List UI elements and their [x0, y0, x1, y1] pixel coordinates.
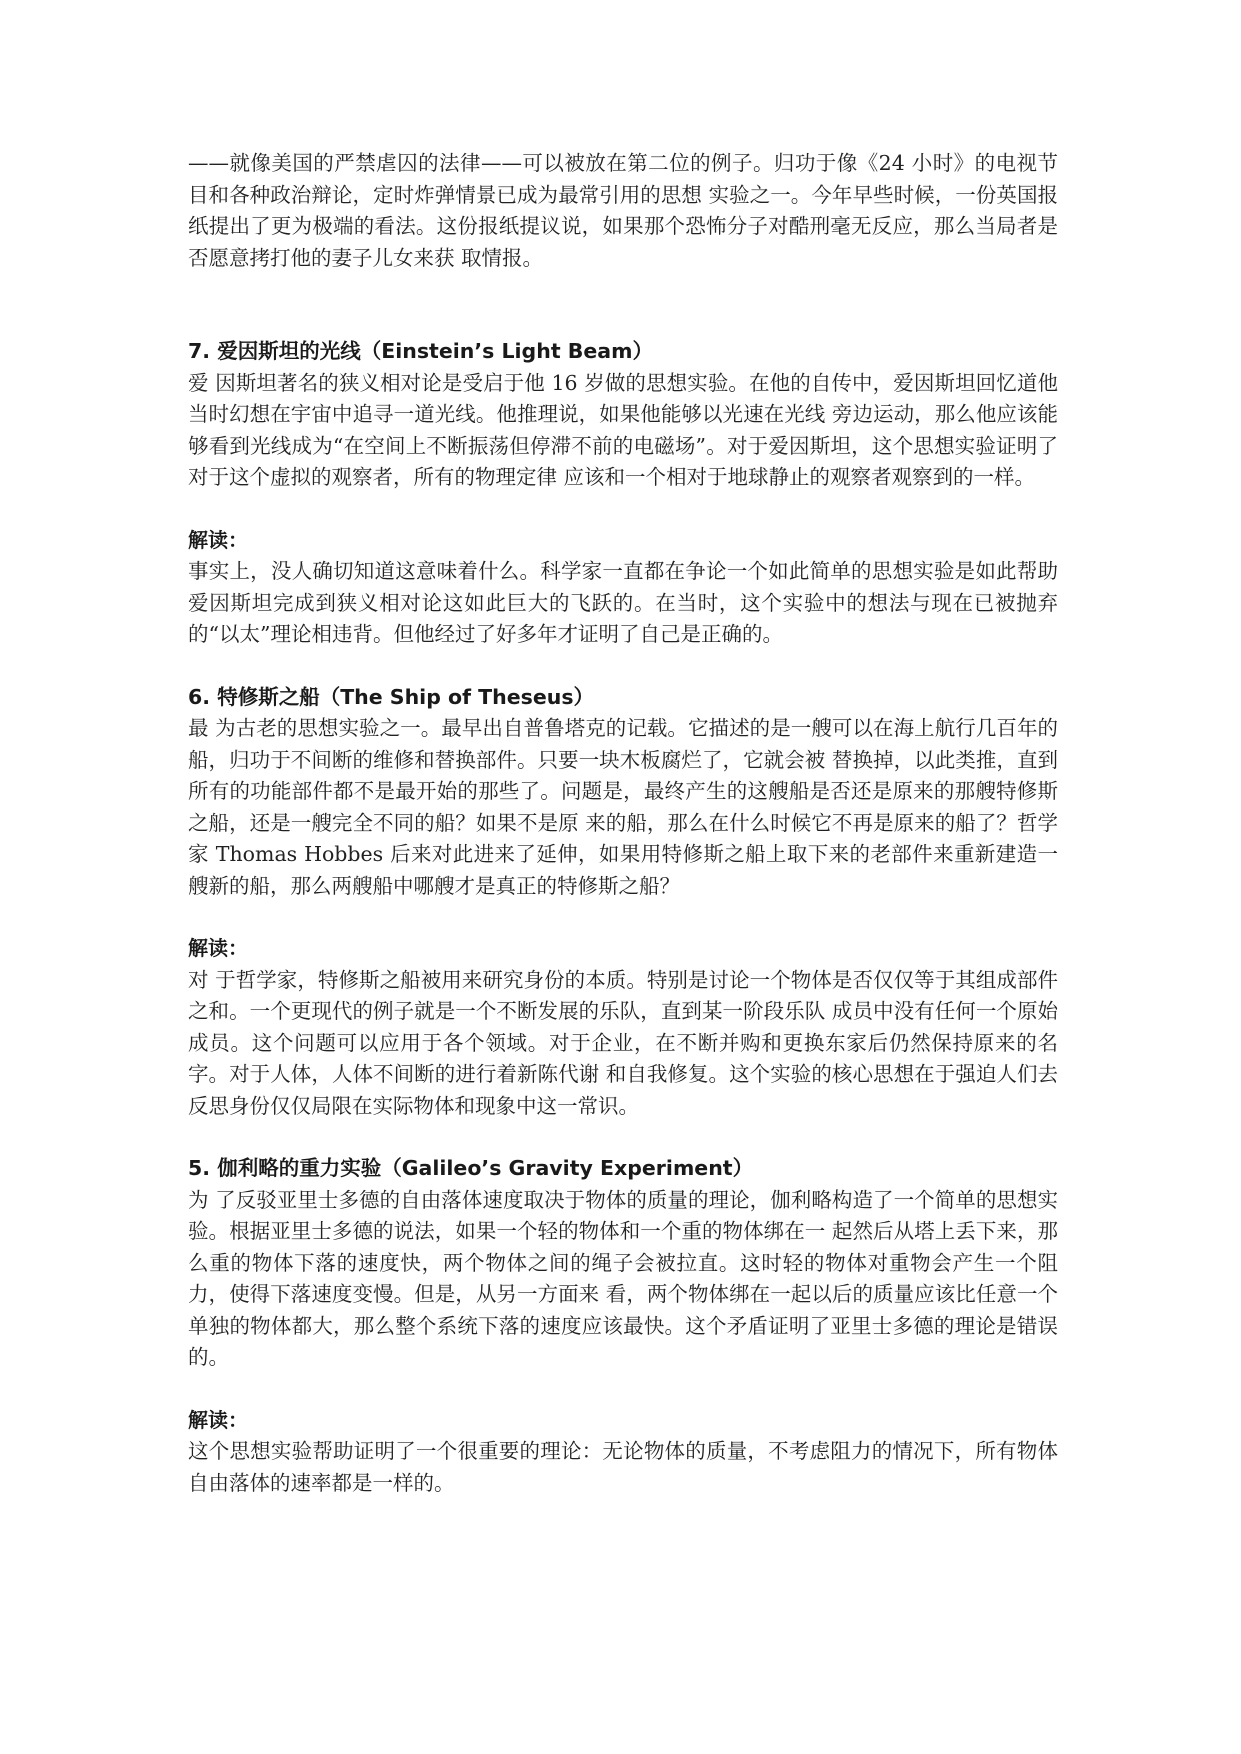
section-body-galileo: 为 了反驳亚里士多德的自由落体速度取决于物体的质量的理论，伽利略构造了一个简单的思想实验。根据亚里士多德的说法，如果一个轻的物体和一个重的物体绑在一 起然后从塔上丢下来，那么重的物体下落的速度快，两个物体之间的绳子会被拉直。这时轻的物体对重物会产生一个阻力，使得下落速度变慢。但是，从另一方面来 看，两个物体绑在一起以后的质量应该比任意一个单独的物体都大，那么整个系统下落的速度应该最快。这个矛盾证明了亚里士多德的理论是错误的。	[188, 1187, 1058, 1369]
section-spacer	[188, 1122, 1058, 1153]
paragraph-spacer	[188, 1374, 1058, 1405]
section-heading-galileo: 5. 伽利略的重力实验（Galileo’s Gravity Experiment）	[188, 1156, 754, 1180]
interpretation-label: 解读：	[188, 527, 248, 552]
interpretation-theseus: 对 于哲学家，特修斯之船被用来研究身份的本质。特别是讨论一个物体是否仅仅等于其组成部件之和。一个更现代的例子就是一个不断发展的乐队，直到某一阶段乐队 成员中没有任何一个原始成员。这个问题可以应用于各个领域。对于企业，在不断并购和更换东家后仍然保持原来的名字。对于人体，人体不间断的进行着新陈代谢 和自我修复。这个实验的核心思想在于强迫人们去反思身份仅仅局限在实际物体和现象中这一常识。	[188, 967, 1058, 1118]
interpretation-galileo: 这个思想实验帮助证明了一个很重要的理论：无论物体的质量，不考虑阻力的情况下，所有物体自由落体的速率都是一样的。	[188, 1439, 1058, 1495]
interpretation-einstein: 事实上，没人确切知道这意味着什么。科学家一直都在争论一个如此简单的思想实验是如此帮助爱因斯坦完成到狭义相对论这如此巨大的飞跃的。在当时，这个实验中的想法与现在已被抛弃的“以太”理论相违背。但他经过了好多年才证明了自己是正确的。	[188, 559, 1058, 646]
section-heading-einstein: 7. 爱因斯坦的光线（Einstein’s Light Beam）	[188, 339, 653, 363]
document-content	[188, 148, 1058, 1499]
interpretation-label: 解读：	[188, 936, 248, 960]
interpretation-label: 解读：	[188, 1407, 248, 1432]
section-body-theseus: 最 为古老的思想实验之一。最早出自普鲁塔克的记载。它描述的是一艘可以在海上航行几百年的船，归功于不间断的维修和替换部件。只要一块木板腐烂了，它就会被 替换掉，以此类推，直到所有的功能部件都不是最开始的那些了。问题是，最终产生的这艘船是否还是原来的那艘特修斯之船，还是一艘完全不同的船？如果不是原 来的船，那么在什么时候它不再是原来的船了？哲学家 Thomas Hobbes 后来对此进来了延伸，如果用特修斯之船上取下来的老部件来重新建造一艘新的船，那么两艘船中哪艘才是真正的特修斯之船？	[188, 716, 1058, 898]
section-spacer	[188, 274, 1058, 336]
section-body-einstein: 爱 因斯坦著名的狭义相对论是受启于他 16 岁做的思想实验。在他的自传中，爱因斯坦回忆道他当时幻想在宇宙中追寻一道光线。他推理说，如果他能够以光速在光线 旁边运动，那么他应该能够看到光线成为“在空间上不断振荡但停滞不前的电磁场”。对于爱因斯坦，这个思想实验证明了对于这个虚拟的观察者，所有的物理定律 应该和一个相对于地球静止的观察者观察到的一样。	[188, 370, 1058, 489]
intro-paragraph: ——就像美国的严禁虐囚的法律——可以被放在第二位的例子。归功于像《24 小时》的电视节目和各种政治辩论，定时炸弹情景已成为最常引用的思想 实验之一。今年早些时候，一份英国报纸提出了更为极端的看法。这份报纸提议说，如果那个恐怖分子对酷刑毫无反应，那么当局者是否愿意拷打他的妻子儿女来获 取情报。	[188, 151, 1058, 270]
paragraph-spacer	[188, 494, 1058, 525]
section-spacer	[188, 651, 1058, 682]
section-heading-theseus: 6. 特修斯之船（The Ship of Theseus）	[188, 684, 595, 709]
paragraph-spacer	[188, 902, 1058, 933]
